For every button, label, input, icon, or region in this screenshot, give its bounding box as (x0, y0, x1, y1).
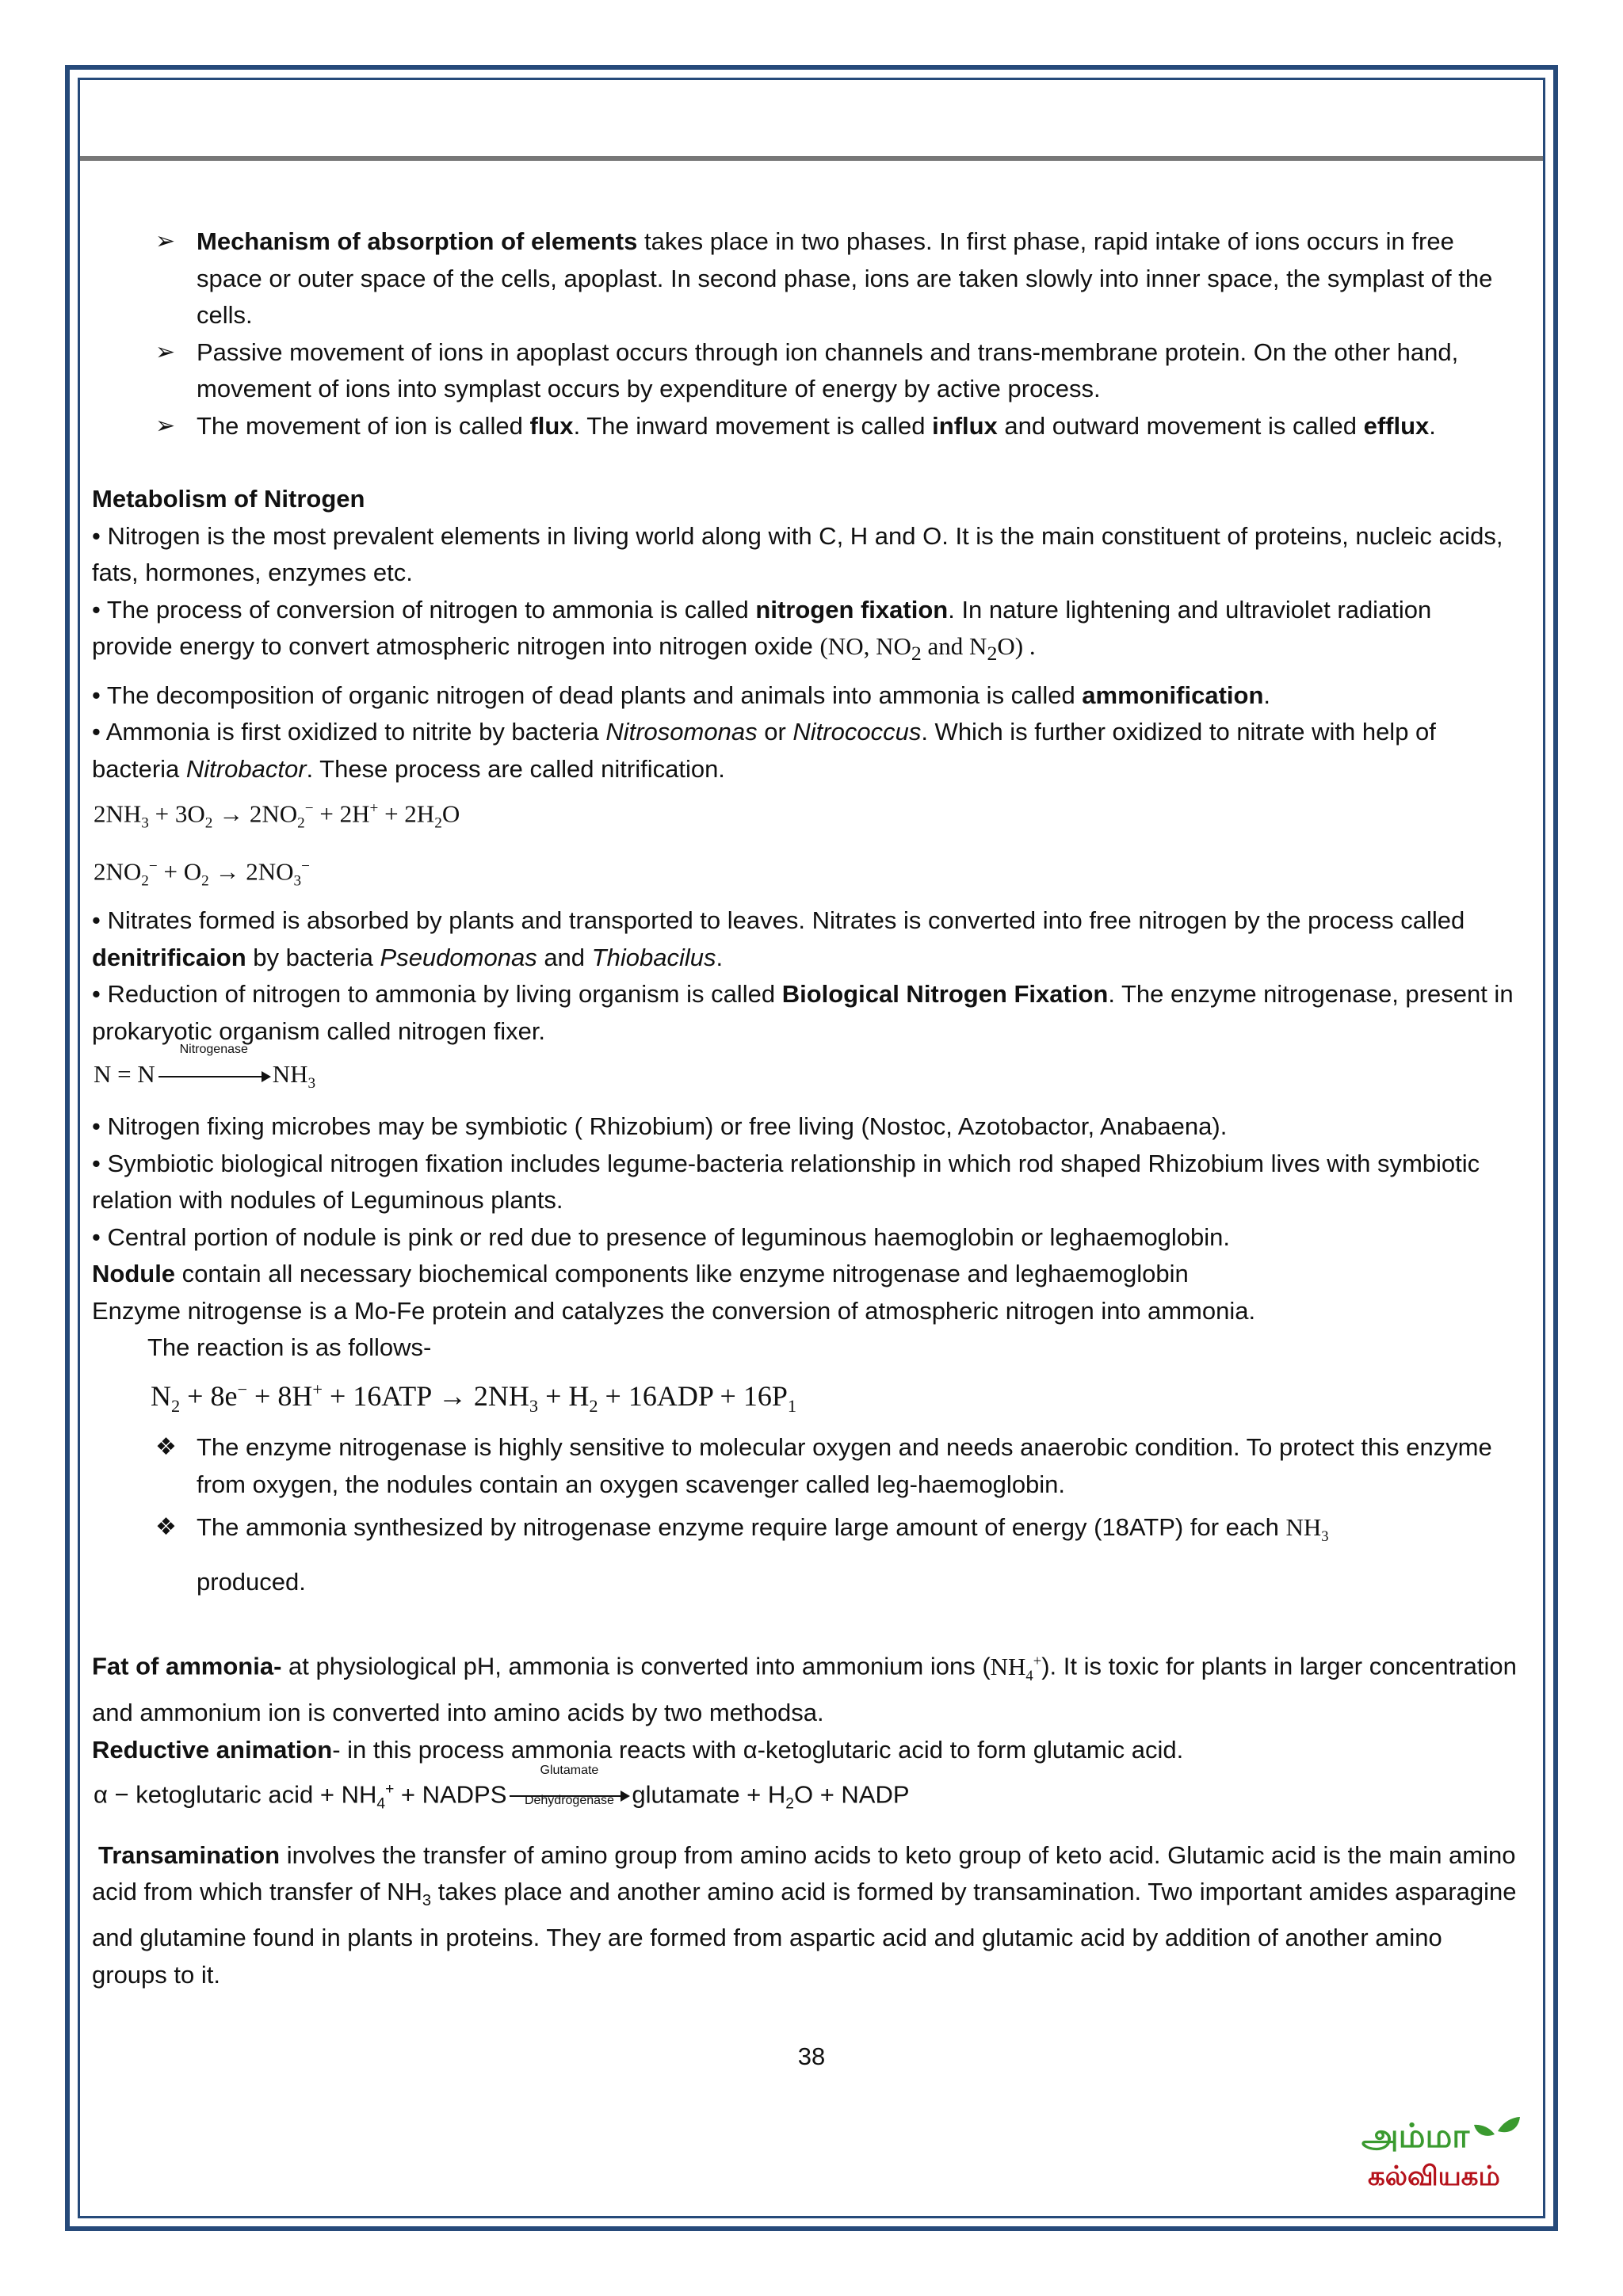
equation-nitrogenase-reaction: $N_2 + 8e^- + 8H^+ + 16ATP \to 2NH_3 + H_2 + 16ADP + 16P_1$ (151, 1379, 797, 1417)
bullet-absorption: ➢ Mechanism of absorption of elements takes place in two phases. In first phase, rapid intake of ions occurs in free space or outer space of the cells, apoplast. In second phase, ions are taken slowly into inner space, the symplast of the cells. (155, 223, 1518, 334)
para-microbes: • Nitrogen fixing microbes may be symbiotic ( Rhizobium) or free living (Nostoc, Azotobactor, Anabaena). (92, 1112, 1228, 1141)
equation-nitrate: $2NO_2^- + O_2 \to 2NO_3^-$ (94, 857, 310, 890)
bullet-flux: ➢ The movement of ion is called flux. The inward movement is called influx and outward movement is called efflux. (155, 408, 1518, 445)
para-transamination: Transamination involves the transfer of amino group from amino acids to keto group of keto acid. Glutamic acid is the main amino acid from which transfer of $NH_3$ takes place and another amino acid is formed by transamination. Two important amides asparagine and glutamine found in plants in proteins. They are formed from aspartic acid and glutamic acid by addition of another amino groups to it. (92, 1840, 1517, 1989)
para-nodule: Nodule contain all necessary biochemical components like enzyme nitrogenase and leghaemoglobin (92, 1260, 1189, 1288)
para-symbiotic: • Symbiotic biological nitrogen fixation includes legume-bacteria relationship in which rod shaped Rhizobium lives with symbiotic relation with nodules of Leguminous plants. (92, 1149, 1480, 1215)
arrow-bullet-list (155, 223, 1518, 444)
para-ammonification: • The decomposition of organic nitrogen of dead plants and animals into ammonia is called ammonification. (92, 681, 1271, 709)
equation-glutamate: α − ketoglutaric acid + $NH_4^+$ + NADPS Glutamate Dehydrogenase glutamate + $H_2O$ + NADP (94, 1763, 910, 1813)
bullet-passive-movement: ➢ Passive movement of ions in apoplast occurs through ion channels and trans-membrane protein. On the other hand, movement of ions into symplast occurs by expenditure of energy by active process. (155, 334, 1518, 408)
para-reaction-intro: The reaction is as follows- (147, 1333, 432, 1362)
bullet-energy: ❖ The ammonia synthesized by nitrogenase enzyme require large amount of energy (18ATP) for each $NH_3$ produced. (155, 1509, 1518, 1600)
para-nitrification: • Ammonia is first oxidized to nitrite by bacteria Nitrosomonas or Nitrococcus. Which is further oxidized to nitrate with help of bacteria Nitrobactor. These process are called nitrification. (92, 718, 1436, 783)
para-reductive-animation: Reductive animation- in this process ammonia reacts with α-ketoglutaric acid to form glutamic acid. (92, 1735, 1184, 1764)
para-bnf: • Reduction of nitrogen to ammonia by living organism is called Biological Nitrogen Fixation. The enzyme nitrogenase, present in prokaryotic organism called nitrogen fixer. (92, 980, 1514, 1045)
para-denitrification: • Nitrates formed is absorbed by plants and transported to leaves. Nitrates is converted into free nitrogen by the process called denitrificaion by bacteria Pseudomonas and Thiobacilus. (92, 906, 1465, 971)
bullet-oxygen-sensitive: ❖ The enzyme nitrogenase is highly sensitive to molecular oxygen and needs anaerobic condition. To protect this enzyme from oxygen, the nodules contain an oxygen scavenger called leg-haemoglobin. (155, 1429, 1518, 1503)
para-nitrogen-fixation: • The process of conversion of nitrogen to ammonia is called nitrogen fixation. In nature lightening and ultraviolet radiation provide energy to convert atmospheric nitrogen into nitrogen oxide (NO, $NO_2$ and $N_2O$) . (92, 595, 1432, 666)
section-heading-nitrogen: Metabolism of Nitrogen (92, 485, 365, 513)
page-number: 38 (797, 2042, 826, 2070)
para-fate-ammonia: Fat of ammonia- at physiological pH, ammonia is converted into ammonium ions $(NH_4^+)$. It is toxic for plants in larger concentration and ammonium ion is converted into amino acids by two methodsa. (92, 1652, 1517, 1727)
svg-text:கல்வியகம்: கல்வியகம் (1368, 2161, 1500, 2192)
diamond-bullet-list (155, 1429, 1518, 1600)
page-content (92, 223, 1518, 1993)
para-nodule-color: • Central portion of nodule is pink or red due to presence of leguminous haemoglobin or leghaemoglobin. (92, 1222, 1231, 1251)
equation-nitrogenase: N = N Nitrogenase $NH_3$ (94, 1043, 316, 1093)
header-divider (80, 156, 1543, 161)
amma-kalviyagam-logo (1347, 2107, 1522, 2195)
equation-nitrite: $2NH_3 + 3O_2 \to 2NO_2^- + 2H^+ + 2H_2O$ (94, 799, 460, 832)
svg-text:அம்மா: அம்மா (1361, 2116, 1470, 2155)
formula-nitrogen-oxides: (NO, $NO_2$ and $N_2O$) . (819, 632, 1036, 666)
para-nitrogen-prevalent: • Nitrogen is the most prevalent elements in living world along with C, H and O. It is the main constituent of proteins, nucleic acids, fats, hormones, enzymes etc. (92, 521, 1503, 586)
para-mo-fe: Enzyme nitrogense is a Mo-Fe protein and catalyzes the conversion of atmospheric nitrogen into ammonia. (92, 1296, 1256, 1325)
